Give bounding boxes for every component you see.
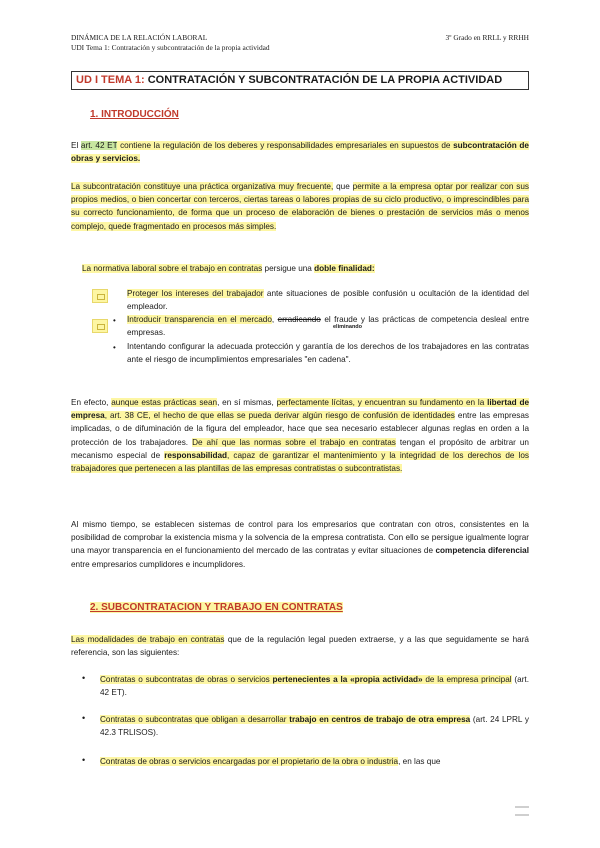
p3-text-b: persigue una [262, 264, 315, 273]
bullet-2-text: el fraude y las prácticas de competencia desleal entre empresas. [127, 315, 529, 337]
paragraph-1 [71, 139, 529, 165]
p1-article-ref: art. 42 ET [80, 141, 118, 150]
p5-text-a: Al mismo tiempo, se establecen sistemas de control para los empresarios que contratan con otros, consistentes en la posibilidad de comprobar la existencia misma y la solvencia de la empresa contratista. Con ello se persigue igualmente lograr una mayor transparencia en el funcionamiento del mercado de las contratas y evitar situaciones de [71, 520, 529, 556]
bullet-item-1 [127, 288, 529, 313]
p2-text-a: La subcontratación constituye una práctica organizativa muy frecuente, [71, 182, 334, 191]
comment-icon[interactable] [92, 319, 108, 333]
bullet-1-text: ante situaciones de posible confusión u ocultación de la identidad del empleador. [127, 289, 529, 311]
p4-text-c: , en sí mismas, [217, 398, 277, 407]
comment-icon[interactable] [92, 289, 108, 303]
p2-text-b: que [333, 182, 353, 191]
list-1-text-d: (art. 42 ET). [100, 675, 529, 698]
p4-text-f: , art. 38 CE, el hecho de que ellas se pueda derivar algún riesgo de confusión de identidades [104, 411, 455, 421]
section-heading-subcontratacion [90, 602, 343, 613]
document-title [71, 71, 529, 90]
p4-text-i: tengan el propósito de arbitrar un mecanismo especial de [71, 437, 529, 460]
p4-text-e: libertad de empresa [71, 398, 530, 421]
page-corner-mark [515, 806, 529, 816]
p3-text-c: doble finalidad: [314, 264, 375, 273]
header-course: DINÁMICA DE LA RELACIÓN LABORAL [71, 33, 208, 42]
list-bullet: • [82, 713, 86, 723]
section2-heading-text: 2. SUBCONTRATACION Y TRABAJO EN CONTRATAS [90, 602, 343, 613]
list-2-text-b: trabajo en centros de trabajo de otra empresa [289, 715, 471, 724]
p3-text-a: La normativa laboral sobre el trabajo en contratas [82, 264, 263, 273]
title-label: UD I TEMA 1: [76, 74, 145, 86]
p4-text-a: En efecto, [71, 398, 112, 407]
p5-text-b: competencia diferencial [435, 546, 529, 556]
paragraph-6 [71, 633, 529, 659]
p1-text-b: contiene la regulación de los deberes y responsabilidades empresariales en supuestos de [117, 141, 454, 150]
list-1-text-a: Contratas o subcontratas de obras o servicios [100, 675, 273, 684]
p4-text-h: De ahí que las normas sobre el trabajo en contratas [192, 437, 396, 447]
p4-text-b: aunque estas prácticas sean [111, 398, 218, 407]
handwritten-note: eliminando [333, 324, 363, 330]
p1-text-c: subcontratación de obras y servicios. [71, 141, 529, 164]
bullet-dot: • [113, 343, 116, 352]
header-subtitle: UDI Tema 1: Contratación y subcontratación de la propia actividad [71, 43, 270, 52]
bullet-2-comma: , [271, 315, 278, 324]
bullet-1-highlight: Proteger los intereses del trabajador [127, 289, 264, 298]
list-2-text-a: Contratas o subcontratas que obligan a desarrollar [100, 715, 290, 724]
paragraph-3 [82, 262, 529, 275]
bullet-item-2 [127, 314, 529, 339]
p2-text-c: permite a la empresa optar por realizar con sus propios medios, o bien concertar con terceros, ciertas tareas o labores propias de su ciclo productivo, o imprescindibles para su correcto funcionamiento, de forma que un proceso de elaboración de bienes o prestación de servicios más o menos complejo, quede fragmentado en procesos más simples. [71, 182, 529, 231]
p4-text-k: , capaz de garantizar el mantenimiento y la integridad de los derechos de los trabajadores que pertenecen a las plantillas de las empresas contratistas o subcontratistas. [71, 450, 529, 474]
list-1-text-b: pertenecientes a la «propia actividad» [272, 675, 423, 684]
list-2-text-c: (art. 24 LPRL y 42.3 TRLISOS). [100, 715, 529, 738]
p4-text-d: perfectamente lícitas, y encuentran su fundamento en la [276, 398, 488, 407]
title-text: CONTRATACIÓN Y SUBCONTRATACIÓN DE LA PROPIA ACTIVIDAD [144, 74, 503, 86]
section-heading-introduccion: 1. INTRODUCCIÓN [90, 109, 179, 120]
list-bullet: • [82, 755, 86, 765]
paragraph-5 [71, 518, 529, 571]
list-item-2 [100, 713, 529, 739]
bullet-item-3: Intentando configurar la adecuada protección y garantía de los derechos de los trabajadores en las contratas ante el riesgo de incumplimientos empresariales "en cadena". [127, 342, 529, 364]
p4-text-g: entre las empresas implicadas, o de difuminación de la figura del empleador, hace que sea necesario establecer algunas reglas en orden a la protección de los trabajadores. [71, 411, 530, 447]
paragraph-2 [71, 180, 529, 233]
p1-text-a: El [71, 141, 81, 150]
list-item-3 [100, 755, 529, 768]
list-item-1 [100, 673, 529, 699]
list-3-text-b: , en las que [398, 757, 441, 766]
p6-text-b: que de la regulación legal pueden extraerse, y a las que seguidamente se hará referencia, son las siguientes: [71, 635, 529, 658]
bullet-2-highlight: Introducir transparencia en el mercado [127, 315, 272, 324]
list-bullet: • [82, 673, 86, 683]
paragraph-4 [71, 396, 529, 475]
p5-text-c: entre empresarios cumplidores e incumplidores. [71, 559, 246, 569]
bullet-dot: • [113, 316, 116, 325]
p6-text-a: Las modalidades de trabajo en contratas [71, 635, 225, 644]
bullet-2-strikethrough: erradicando [277, 315, 321, 324]
list-3-text-a: Contratas de obras o servicios encargadas por el propietario de la obra o industria [100, 757, 399, 766]
header-grade: 3º Grado en RRLL y RRHH [445, 33, 529, 42]
list-1-text-c: de la empresa principal [422, 675, 512, 684]
p4-text-j: responsabilidad [164, 450, 228, 460]
